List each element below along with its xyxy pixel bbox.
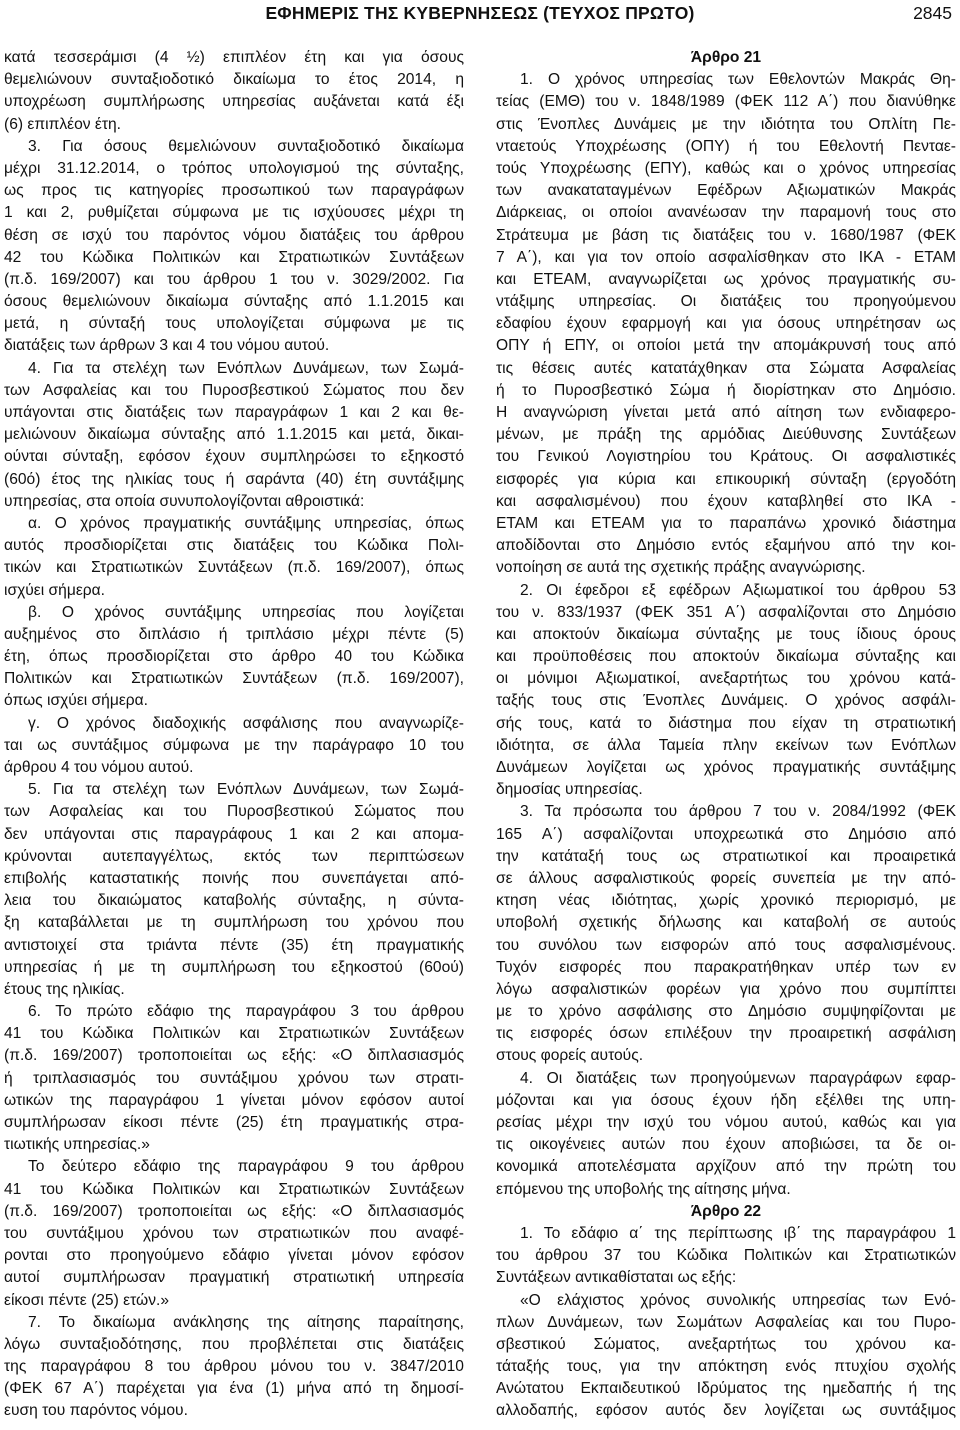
text-line: εισφορές για κύρια και επικουρική σύνταξη (εργοδότη (496, 470, 956, 488)
text-line: υπηρεσίας ή με τη συμπλήρωση του εξηκοστού (60ού) (4, 958, 464, 976)
text-line: σής τους, κατά το διάστημα που είχαν τη στρατιωτική (496, 714, 956, 732)
text-line: διατάξεις των άρθρων 3 και 4 του νόμου αυτού. (4, 337, 330, 355)
text-line: των ανακαταταγμένων Εφέδρων Αξιωματικών Μακράς (496, 182, 956, 200)
text-line: 2. Οι έφεδροι εξ εφέδρων Αξιωματικοί του άρθρου 53 (520, 581, 956, 599)
left-column (4, 47, 464, 1423)
gazette-title: ΕΦΗΜΕΡΙΣ ΤΗΣ ΚΥΒΕΡΝΗΣΕΩΣ (ΤΕΥΧΟΣ ΠΡΩΤΟ) (265, 3, 695, 23)
article-heading: Άρθρο 21 (690, 49, 762, 66)
text-line: έτη, όπως προσδιορίζεται στο άρθρο 40 του Κώδικα (4, 648, 464, 666)
text-line: τικών και Στρατιωτικών Συντάξεων (π.δ. 169/2007), όπως (4, 559, 464, 577)
text-line: 165 Α΄) ασφαλίζονται υποχρεωτικά στο Δημόσιο από (496, 825, 956, 843)
text-line: κρύνονται αυτεπαγγέλτως, εκτός των περιπτώσεων (4, 847, 464, 865)
text-line: αποδίδονται στο Δημόσιο εντός εξαμήνου από την κοι- (496, 537, 956, 555)
text-line: 41 του Κώδικα Πολιτικών και Στρατιωτικών Συντάξεων (4, 1025, 464, 1043)
text-line: (π.δ. 169/2007) τροποποιείται ως εξής: «Ο διπλασιασμός (4, 1047, 464, 1065)
text-line: αυτοί συμπλήρωσαν πραγματική στρατιωτική υπηρεσία (4, 1269, 464, 1287)
text-line: 7. Το δικαίωμα ανάκλησης της αίτησης παραίτησης, (28, 1313, 464, 1331)
text-line: με το χρόνο ασφάλισης στο Δημόσιο συμψηφίζονται με (496, 1003, 956, 1021)
text-line: λεια του δικαιώματος καταβολής σύνταξης, η σύντα- (4, 892, 464, 910)
text-line: τις οικογένειες αυτών που έχουν αποβιώσει, τα δε οι- (496, 1136, 956, 1154)
text-line: 4. Για τα στελέχη των Ενόπλων Δυνάμεων, των Σωμά- (28, 359, 464, 377)
text-line: 7 Α΄), και για τον οποίο ασφαλίσθηκαν στο ΙΚΑ - ΕΤΑΜ (496, 248, 956, 266)
text-line: τούς Υποχρέωσης (ΕΠΥ), καθώς και ο χρόνος υπηρεσίας (496, 159, 956, 177)
text-line: του συντάξιμου χρόνου των στρατιωτικών που αναφέ- (4, 1224, 464, 1242)
text-line: 1 και 2, ρυθμίζεται σύμφωνα με τις ισχύουσες μέχρι τη (4, 204, 464, 222)
text-line: 6. Το πρώτο εδάφιο της παραγράφου 3 του άρθρου (28, 1003, 464, 1021)
text-line: θέση σε ισχύ του παρόντος νόμου διατάξεις του άρθρου (4, 226, 464, 244)
text-line: άρθρου 4 του νόμου αυτού. (4, 759, 194, 776)
text-line: όπως ισχύει σήμερα. (4, 692, 149, 710)
text-line: αυξημένος στο διπλάσιο ή τριπλάσιο μέχρι πέντε (5) (4, 625, 464, 643)
text-line: Στράτευμα με βάση τις διατάξεις του ν. 1680/1987 (ΦΕΚ (496, 226, 956, 244)
text-line: και ασφαλισμένου) που έχουν καταβληθεί στο ΙΚΑ - (496, 492, 956, 510)
text-line: νταετούς Υποχρέωσης (ΟΠΥ) ή του Εθελοντή Πενταε- (496, 137, 956, 155)
text-line: ισχύει σήμερα. (4, 581, 106, 599)
text-line: λόγω συνταξιοδότησης, που προβλέπεται στις διατάξεις (4, 1335, 464, 1353)
text-line: εδαφίου έχουν εφαρμογή και για όσους υπηρέτησαν ως (496, 315, 956, 333)
text-line: γ. Ο χρόνος διαδοχικής ασφάλισης που αναγνωρίζε- (28, 714, 464, 732)
text-line: την κατάταξή τους ως στρατιωτικοί και προαιρετικά (496, 847, 956, 865)
text-line: ρεσίας μέχρι την ισχύ του νόμου αυτού, καθώς και για (496, 1114, 956, 1131)
text-line: 1. Το εδάφιο α΄ της περίπτωσης ιβ΄ της παραγράφου 1 (520, 1224, 956, 1242)
text-line: αλλοδαπής, εφόσον αυτός δεν λογίζεται ως συντάξιμος (496, 1402, 956, 1420)
text-line: σβεστικού Σώματος, ανεξαρτήτως του χρόνου κα- (496, 1335, 956, 1353)
text-line: (ΦΕΚ 67 Α΄) παρέχεται για ένα (1) μήνα από τη δημοσί- (4, 1380, 464, 1398)
text-line: είκοσι πέντε (25) ετών.» (4, 1291, 169, 1309)
text-line: β. Ο χρόνος συντάξιμης υπηρεσίας που λογίζεται (28, 603, 464, 621)
text-line: «Ο ελάχιστος χρόνος συνολικής υπηρεσίας των Ενό- (520, 1291, 956, 1309)
text-line: μετά, η σύνταξή τους υπολογίζεται σύμφωνα με τις (4, 315, 464, 333)
text-line: του ν. 833/1937 (ΦΕΚ 351 Α΄) ασφαλίζονται στο Δημόσιο (496, 603, 956, 621)
text-line: θεμελιώνουν συνταξιοδοτικό δικαίωμα το έτος 2014, η (4, 71, 464, 89)
text-line: ή το Πυροσβεστικό Σώμα ή διορίστηκαν στο Δημόσιο. (496, 381, 956, 399)
text-line: (π.δ. 169/2007) τροποποιείται ως εξής: «Ο διπλασιασμός (4, 1202, 464, 1220)
text-line: 42 του Κώδικα Πολιτικών και Στρατιωτικών Συντάξεων (4, 248, 464, 266)
text-line: υποχρέωση συμπλήρωσης υπηρεσίας αυξάνεται κατά έξι (4, 93, 464, 111)
text-line: έτους της ηλικίας. (4, 980, 125, 998)
text-line: ωτικών της παραγράφου 1 γίνεται μόνον εφόσον αυτοί (4, 1091, 464, 1109)
page-number: 2845 (913, 3, 952, 23)
text-line: κατά τεσσεράμισι (4 ½) επιπλέον έτη και για όσους (4, 49, 464, 66)
text-line: κονομικά αποτελέσματα αρχίζουν από την πρώτη του (496, 1158, 956, 1176)
text-line: τείας (ΕΜΘ) του ν. 1848/1989 (ΦΕΚ 112 Α΄) που διανύθηκε (496, 93, 956, 111)
text-line: στους φορείς αυτούς. (496, 1047, 644, 1065)
text-line: δημοσίας υπηρεσίας. (496, 781, 643, 799)
text-line: συμπλήρωσαν είκοσι πέντε (25) έτη πραγματικής στρα- (4, 1114, 464, 1131)
text-line: των Ασφαλείας και του Πυροσβεστικού Σώματος που δεν (4, 381, 464, 399)
text-line: Διάρκειας, οι οποίοι ανανέωσαν την παραμονή τους στο (496, 204, 956, 222)
text-line: Ανώτατου Εκπαιδευτικού Ιδρύματος της ημεδαπής ή της (496, 1380, 956, 1398)
text-line: (60ό) έτος της ηλικίας τους ή σαράντα (40) έτη συντάξιμης (4, 470, 464, 488)
text-line: της παραγράφου 8 του άρθρου μόνου του ν. 3847/2010 (4, 1358, 464, 1376)
text-line: επόμενου της υποβολής της αίτησης μήνα. (496, 1180, 791, 1198)
text-line: των Ασφαλείας και του Πυροσβεστικού Σώματος που (4, 803, 464, 821)
text-line: και ΕΤΕΑΜ, αναγνωρίζεται ως χρόνος πραγματικής συ- (496, 270, 956, 288)
text-line: 5. Για τα στελέχη των Ενόπλων Δυνάμεων, των Σωμά- (28, 781, 464, 799)
text-line: ΟΠΥ ή ΕΠΥ, οι οποίοι μετά την απομάκρυνσή τους από (496, 337, 956, 355)
text-line: νοποίηση σε αυτά της σχετικής πράξης αναγνώρισης. (496, 559, 866, 577)
text-line: μένων, με πράξη της αρμόδιας Διεύθυνσης Συντάξεων (496, 426, 956, 444)
text-line: Δυνάμεων λογίζεται ως χρόνος πραγματικής συντάξιμης (496, 759, 956, 776)
text-line: 3. Τα πρόσωπα του άρθρου 7 του ν. 2084/1992 (ΦΕΚ (520, 803, 956, 821)
text-line: τις θέσεις αυτές κατατάχθηκαν στα Σώματα Ασφαλείας (496, 359, 956, 377)
text-line: ντάξιμης υπηρεσίας. Οι διατάξεις του προηγούμενου (496, 293, 956, 311)
page-header (0, 0, 960, 34)
text-line: 41 του Κώδικα Πολιτικών και Στρατιωτικών Συντάξεων (4, 1180, 464, 1198)
text-line: επιβολής καταστατικής ποινής που συνεπάγεται από- (4, 869, 464, 887)
text-line: αυτός προσδιορίζεται στις διατάξεις του Κώδικα Πολι- (4, 537, 464, 555)
text-line: Πολιτικών και Στρατιωτικών Συντάξεων (π.δ. 169/2007), (4, 670, 464, 688)
text-line: ρονται στο προηγούμενο εδάφιο γίνεται μόνον εφόσον (4, 1247, 464, 1265)
text-line: Συντάξεων αντικαθίσταται ως εξής: (496, 1269, 737, 1287)
text-line: του άρθρου 37 του Κώδικα Πολιτικών και Στρατιωτικών (496, 1247, 956, 1265)
text-line: του συνόλου των εισφορών από τους ασφαλισμένους. (496, 936, 956, 954)
article-heading: Άρθρο 22 (690, 1202, 762, 1220)
text-line: Το δεύτερο εδάφιο της παραγράφου 9 του άρθρου (28, 1158, 464, 1176)
text-line: πλων Δυνάμεων, των Σωμάτων Ασφαλείας και του Πυρο- (496, 1313, 956, 1331)
text-line: τιωτικής υπηρεσίας.» (4, 1136, 150, 1154)
text-line: οι μόνιμοι Αξιωματικοί, ανεξαρτήτως του χρόνου κατά- (496, 670, 956, 688)
text-line: μέχρι 31.12.2014, ο τρόπος υπολογισμού της σύνταξης, (4, 159, 464, 177)
text-line: μελιώνουν δικαίωμα σύνταξης από 1.1.2015 και μετά, δικαι- (4, 426, 464, 444)
text-line: (π.δ. 169/2007) και του άρθρου 1 του ν. 3029/2002. Για (4, 270, 464, 288)
text-line: δεν υπάγονται στις παραγράφους 1 και 2 και απομα- (4, 825, 464, 843)
text-line: όσους θεμελιώνουν δικαίωμα σύνταξης από 1.1.2015 και (4, 293, 464, 311)
text-line: ξη καταβάλλεται με τη συμπλήρωση του χρόνου που (4, 914, 464, 932)
text-line: και αποκτούν δικαίωμα σύνταξης με τους ίδιους όρους (496, 625, 956, 643)
text-line: τις εισφορές όσων επιλέξουν την προαιρετική ασφάλιση (496, 1025, 956, 1043)
text-line: (6) επιπλέον έτη. (4, 115, 121, 133)
text-line: υποβολή σχετικής δήλωσης και καταβολή σε αυτούς (496, 914, 956, 932)
text-line: κτηση νέας ιδιότητας, χωρίς χρονικό περιορισμό, με (496, 892, 956, 910)
text-line: ούνται σύνταξη, εφόσον έχουν συμπληρώσει το εξηκοστό (4, 448, 464, 466)
text-line: Τυχόν εισφορές που παρακρατήθηκαν υπέρ των εν (496, 958, 956, 976)
text-line: ΕΤΑΜ και ΕΤΕΑΜ για το παραπάνω χρονικό διάστημα (496, 514, 956, 532)
text-line: ιδιότητα, σε άλλα Ταμεία πλην εκείνων των Ενόπλων (496, 736, 956, 754)
text-line: ται ως συντάξιμος σύμφωνα με την παράγραφο 10 του (4, 736, 464, 754)
text-line: ταξής τους στις Ένοπλες Δυνάμεις. Ο χρόνος ασφάλι- (496, 692, 956, 710)
text-line: αντιστοιχεί στα τριάντα πέντε (35) έτη πραγματικής (4, 936, 464, 954)
text-line: σε άλλους ασφαλιστικούς φορείς συνεπεία με την από- (496, 869, 956, 887)
text-line: 3. Για όσους θεμελιώνουν συνταξιοδοτικό δικαίωμα (28, 137, 464, 155)
text-line: λόγω ασφαλιστικών φορέων για χρόνο που συμπίπτει (496, 980, 956, 998)
text-line: του Γενικού Λογιστηρίου του Κράτους. Οι ασφαλιστικές (496, 448, 956, 466)
text-line: υπάγονται στις διατάξεις των παραγράφων 1 και 2 και θε- (4, 404, 464, 421)
text-line: μόζονται και για όσους έχουν ήδη εξέλθει της υπη- (496, 1091, 956, 1109)
text-line: στις Ένοπλες Δυνάμεις με την ιδιότητα του Οπλίτη Πε- (496, 115, 956, 133)
text-line: και προϋποθέσεις που αποκτούν δικαίωμα σύνταξης και (496, 648, 956, 666)
text-line: ως προς τις κατηγορίες προσωπικού των παραγράφων (4, 182, 464, 200)
text-line: α. Ο χρόνος πραγματικής συντάξιμης υπηρεσίας, όπως (28, 514, 464, 532)
text-line: τάταξής τους, για την απόκτηση ενός πτυχίου σχολής (496, 1358, 956, 1376)
text-line: υπηρεσίας, στα οποία συνυπολογίζονται αθροιστικά: (4, 492, 365, 510)
text-line: ευση του παρόντος νόμου. (4, 1402, 188, 1420)
text-line: Η αναγνώριση γίνεται μετά από αίτηση των ενδιαφερο- (496, 404, 956, 421)
text-line: 1. Ο χρόνος υπηρεσίας των Εθελοντών Μακράς Θη- (520, 71, 956, 89)
text-line: ή τριπλασιασμός του συντάξιμου χρόνου των στρατι- (4, 1069, 464, 1087)
right-column (496, 47, 956, 1423)
text-line: 4. Οι διατάξεις των προηγούμενων παραγράφων εφαρ- (520, 1069, 956, 1087)
